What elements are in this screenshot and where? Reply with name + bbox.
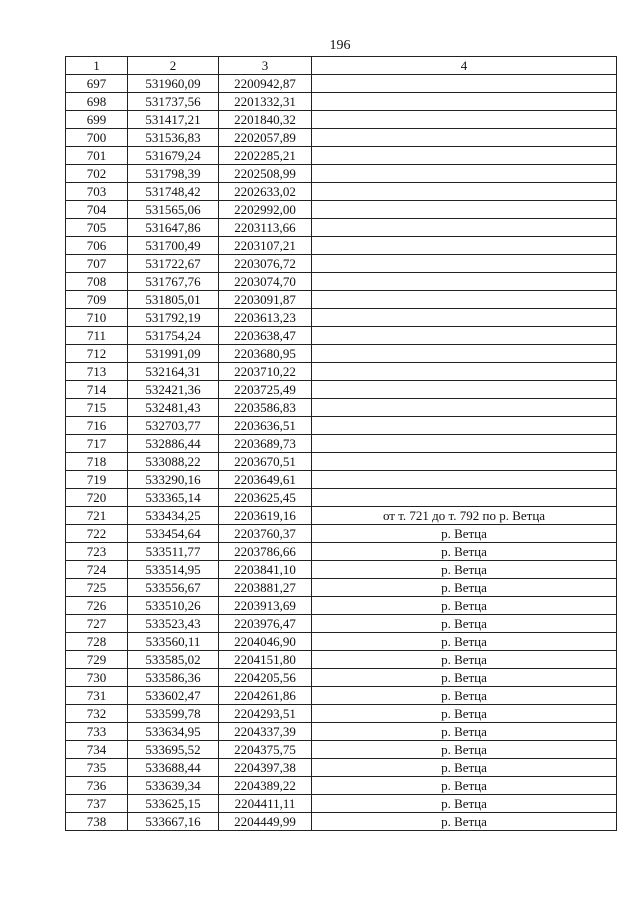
description-cell [312, 111, 617, 129]
table-row [66, 777, 617, 795]
point-number-cell: 705 [66, 219, 128, 237]
y-coordinate-cell: 2203625,45 [219, 489, 312, 507]
point-number-cell: 720 [66, 489, 128, 507]
x-coordinate-cell: 531960,09 [128, 75, 219, 93]
description-cell: р. Ветца [312, 741, 617, 759]
y-coordinate-cell: 2203976,47 [219, 615, 312, 633]
point-number-cell: 709 [66, 291, 128, 309]
point-number-cell: 708 [66, 273, 128, 291]
point-number-cell: 732 [66, 705, 128, 723]
y-coordinate-cell: 2200942,87 [219, 75, 312, 93]
table-row [66, 795, 617, 813]
description-cell: р. Ветца [312, 813, 617, 831]
description-cell: р. Ветца [312, 543, 617, 561]
table-row [66, 543, 617, 561]
point-number-cell: 727 [66, 615, 128, 633]
y-coordinate-cell: 2203689,73 [219, 435, 312, 453]
y-coordinate-cell: 2204389,22 [219, 777, 312, 795]
x-coordinate-cell: 531679,24 [128, 147, 219, 165]
description-cell: от т. 721 до т. 792 по р. Ветца [312, 507, 617, 525]
y-coordinate-cell: 2204293,51 [219, 705, 312, 723]
table-row [66, 723, 617, 741]
x-coordinate-cell: 531565,06 [128, 201, 219, 219]
y-coordinate-cell: 2202285,21 [219, 147, 312, 165]
y-coordinate-cell: 2204046,90 [219, 633, 312, 651]
point-number-cell: 728 [66, 633, 128, 651]
table-row [66, 111, 617, 129]
y-coordinate-cell: 2203680,95 [219, 345, 312, 363]
x-coordinate-cell: 531536,83 [128, 129, 219, 147]
point-number-cell: 717 [66, 435, 128, 453]
point-number-cell: 725 [66, 579, 128, 597]
table-row [66, 363, 617, 381]
table-row [66, 525, 617, 543]
point-number-cell: 703 [66, 183, 128, 201]
point-number-cell: 697 [66, 75, 128, 93]
y-coordinate-cell: 2203649,61 [219, 471, 312, 489]
x-coordinate-cell: 533523,43 [128, 615, 219, 633]
table-row [66, 183, 617, 201]
x-coordinate-cell: 532886,44 [128, 435, 219, 453]
point-number-cell: 722 [66, 525, 128, 543]
table-row [66, 579, 617, 597]
point-number-cell: 724 [66, 561, 128, 579]
x-coordinate-cell: 531737,56 [128, 93, 219, 111]
x-coordinate-cell: 531991,09 [128, 345, 219, 363]
y-coordinate-cell: 2203881,27 [219, 579, 312, 597]
table-row [66, 651, 617, 669]
description-cell [312, 471, 617, 489]
table-row [66, 327, 617, 345]
description-cell [312, 165, 617, 183]
point-number-cell: 718 [66, 453, 128, 471]
description-cell: р. Ветца [312, 651, 617, 669]
point-number-cell: 719 [66, 471, 128, 489]
table-row [66, 471, 617, 489]
column-header-1: 1 [66, 57, 128, 75]
x-coordinate-cell: 531754,24 [128, 327, 219, 345]
point-number-cell: 730 [66, 669, 128, 687]
table-row [66, 219, 617, 237]
y-coordinate-cell: 2204397,38 [219, 759, 312, 777]
description-cell [312, 219, 617, 237]
table-row [66, 615, 617, 633]
description-cell: р. Ветца [312, 525, 617, 543]
description-cell: р. Ветца [312, 579, 617, 597]
x-coordinate-cell: 531792,19 [128, 309, 219, 327]
x-coordinate-cell: 531647,86 [128, 219, 219, 237]
table-row [66, 75, 617, 93]
x-coordinate-cell: 533586,36 [128, 669, 219, 687]
description-cell [312, 363, 617, 381]
description-cell [312, 345, 617, 363]
x-coordinate-cell: 532703,77 [128, 417, 219, 435]
x-coordinate-cell: 533560,11 [128, 633, 219, 651]
x-coordinate-cell: 531722,67 [128, 255, 219, 273]
point-number-cell: 729 [66, 651, 128, 669]
table-row [66, 399, 617, 417]
x-coordinate-cell: 533454,64 [128, 525, 219, 543]
description-cell [312, 201, 617, 219]
y-coordinate-cell: 2203710,22 [219, 363, 312, 381]
description-cell: р. Ветца [312, 705, 617, 723]
point-number-cell: 736 [66, 777, 128, 795]
description-cell [312, 273, 617, 291]
x-coordinate-cell: 531748,42 [128, 183, 219, 201]
x-coordinate-cell: 532421,36 [128, 381, 219, 399]
x-coordinate-cell: 532164,31 [128, 363, 219, 381]
point-number-cell: 702 [66, 165, 128, 183]
table-row [66, 561, 617, 579]
description-cell: р. Ветца [312, 633, 617, 651]
point-number-cell: 731 [66, 687, 128, 705]
description-cell [312, 399, 617, 417]
x-coordinate-cell: 533688,44 [128, 759, 219, 777]
table-row [66, 237, 617, 255]
point-number-cell: 738 [66, 813, 128, 831]
table-row [66, 687, 617, 705]
table-row [66, 273, 617, 291]
description-cell [312, 147, 617, 165]
y-coordinate-cell: 2203107,21 [219, 237, 312, 255]
table-row [66, 129, 617, 147]
point-number-cell: 721 [66, 507, 128, 525]
point-number-cell: 733 [66, 723, 128, 741]
description-cell [312, 435, 617, 453]
x-coordinate-cell: 533625,15 [128, 795, 219, 813]
y-coordinate-cell: 2201840,32 [219, 111, 312, 129]
description-cell [312, 255, 617, 273]
table-row [66, 93, 617, 111]
y-coordinate-cell: 2203636,51 [219, 417, 312, 435]
description-cell: р. Ветца [312, 687, 617, 705]
x-coordinate-cell: 533585,02 [128, 651, 219, 669]
y-coordinate-cell: 2203638,47 [219, 327, 312, 345]
description-cell [312, 75, 617, 93]
point-number-cell: 712 [66, 345, 128, 363]
y-coordinate-cell: 2203670,51 [219, 453, 312, 471]
y-coordinate-cell: 2203113,66 [219, 219, 312, 237]
table-row [66, 453, 617, 471]
description-cell [312, 237, 617, 255]
table-row [66, 147, 617, 165]
point-number-cell: 726 [66, 597, 128, 615]
table-row [66, 759, 617, 777]
point-number-cell: 711 [66, 327, 128, 345]
table-row [66, 309, 617, 327]
y-coordinate-cell: 2203613,23 [219, 309, 312, 327]
y-coordinate-cell: 2203619,16 [219, 507, 312, 525]
table-row [66, 345, 617, 363]
x-coordinate-cell: 533088,22 [128, 453, 219, 471]
x-coordinate-cell: 533365,14 [128, 489, 219, 507]
x-coordinate-cell: 533514,95 [128, 561, 219, 579]
y-coordinate-cell: 2202508,99 [219, 165, 312, 183]
y-coordinate-cell: 2203725,49 [219, 381, 312, 399]
point-number-cell: 704 [66, 201, 128, 219]
y-coordinate-cell: 2204449,99 [219, 813, 312, 831]
description-cell [312, 453, 617, 471]
x-coordinate-cell: 533602,47 [128, 687, 219, 705]
table-body [66, 75, 617, 831]
point-number-cell: 734 [66, 741, 128, 759]
x-coordinate-cell: 533556,67 [128, 579, 219, 597]
description-cell: р. Ветца [312, 615, 617, 633]
point-number-cell: 715 [66, 399, 128, 417]
y-coordinate-cell: 2204411,11 [219, 795, 312, 813]
table-row [66, 741, 617, 759]
x-coordinate-cell: 533434,25 [128, 507, 219, 525]
x-coordinate-cell: 533639,34 [128, 777, 219, 795]
description-cell: р. Ветца [312, 561, 617, 579]
point-number-cell: 700 [66, 129, 128, 147]
description-cell [312, 417, 617, 435]
table-row [66, 201, 617, 219]
description-cell [312, 309, 617, 327]
point-number-cell: 716 [66, 417, 128, 435]
point-number-cell: 706 [66, 237, 128, 255]
point-number-cell: 701 [66, 147, 128, 165]
y-coordinate-cell: 2204261,86 [219, 687, 312, 705]
y-coordinate-cell: 2203586,83 [219, 399, 312, 417]
page-number: 196 [329, 38, 351, 53]
y-coordinate-cell: 2204151,80 [219, 651, 312, 669]
x-coordinate-cell: 531417,21 [128, 111, 219, 129]
description-cell: р. Ветца [312, 597, 617, 615]
column-header-4: 4 [312, 57, 617, 75]
y-coordinate-cell: 2203786,66 [219, 543, 312, 561]
table-row [66, 813, 617, 831]
description-cell [312, 183, 617, 201]
point-number-cell: 714 [66, 381, 128, 399]
x-coordinate-cell: 531767,76 [128, 273, 219, 291]
description-cell: р. Ветца [312, 777, 617, 795]
y-coordinate-cell: 2201332,31 [219, 93, 312, 111]
y-coordinate-cell: 2202633,02 [219, 183, 312, 201]
y-coordinate-cell: 2204375,75 [219, 741, 312, 759]
x-coordinate-cell: 533634,95 [128, 723, 219, 741]
description-cell: р. Ветца [312, 723, 617, 741]
table-row [66, 165, 617, 183]
y-coordinate-cell: 2203760,37 [219, 525, 312, 543]
y-coordinate-cell: 2202057,89 [219, 129, 312, 147]
point-number-cell: 737 [66, 795, 128, 813]
table-row [66, 381, 617, 399]
table-row [66, 435, 617, 453]
description-cell: р. Ветца [312, 759, 617, 777]
x-coordinate-cell: 532481,43 [128, 399, 219, 417]
table-header-row [66, 57, 617, 75]
y-coordinate-cell: 2203091,87 [219, 291, 312, 309]
point-number-cell: 698 [66, 93, 128, 111]
y-coordinate-cell: 2202992,00 [219, 201, 312, 219]
description-cell [312, 381, 617, 399]
column-header-2: 2 [128, 57, 219, 75]
table-row [66, 417, 617, 435]
point-number-cell: 699 [66, 111, 128, 129]
description-cell [312, 129, 617, 147]
x-coordinate-cell: 533599,78 [128, 705, 219, 723]
y-coordinate-cell: 2203913,69 [219, 597, 312, 615]
description-cell [312, 489, 617, 507]
y-coordinate-cell: 2204205,56 [219, 669, 312, 687]
description-cell [312, 327, 617, 345]
point-number-cell: 710 [66, 309, 128, 327]
table-row [66, 255, 617, 273]
y-coordinate-cell: 2203841,10 [219, 561, 312, 579]
description-cell [312, 291, 617, 309]
x-coordinate-cell: 531798,39 [128, 165, 219, 183]
table-row [66, 669, 617, 687]
x-coordinate-cell: 531700,49 [128, 237, 219, 255]
point-number-cell: 707 [66, 255, 128, 273]
table-row [66, 291, 617, 309]
table-row [66, 597, 617, 615]
x-coordinate-cell: 531805,01 [128, 291, 219, 309]
x-coordinate-cell: 533510,26 [128, 597, 219, 615]
table-row [66, 633, 617, 651]
column-header-3: 3 [219, 57, 312, 75]
x-coordinate-cell: 533290,16 [128, 471, 219, 489]
description-cell: р. Ветца [312, 795, 617, 813]
table-row [66, 507, 617, 525]
y-coordinate-cell: 2203074,70 [219, 273, 312, 291]
coordinates-table [65, 56, 617, 831]
table-row [66, 705, 617, 723]
description-cell: р. Ветца [312, 669, 617, 687]
x-coordinate-cell: 533511,77 [128, 543, 219, 561]
description-cell [312, 93, 617, 111]
y-coordinate-cell: 2203076,72 [219, 255, 312, 273]
table-row [66, 489, 617, 507]
x-coordinate-cell: 533667,16 [128, 813, 219, 831]
point-number-cell: 723 [66, 543, 128, 561]
point-number-cell: 735 [66, 759, 128, 777]
point-number-cell: 713 [66, 363, 128, 381]
x-coordinate-cell: 533695,52 [128, 741, 219, 759]
y-coordinate-cell: 2204337,39 [219, 723, 312, 741]
